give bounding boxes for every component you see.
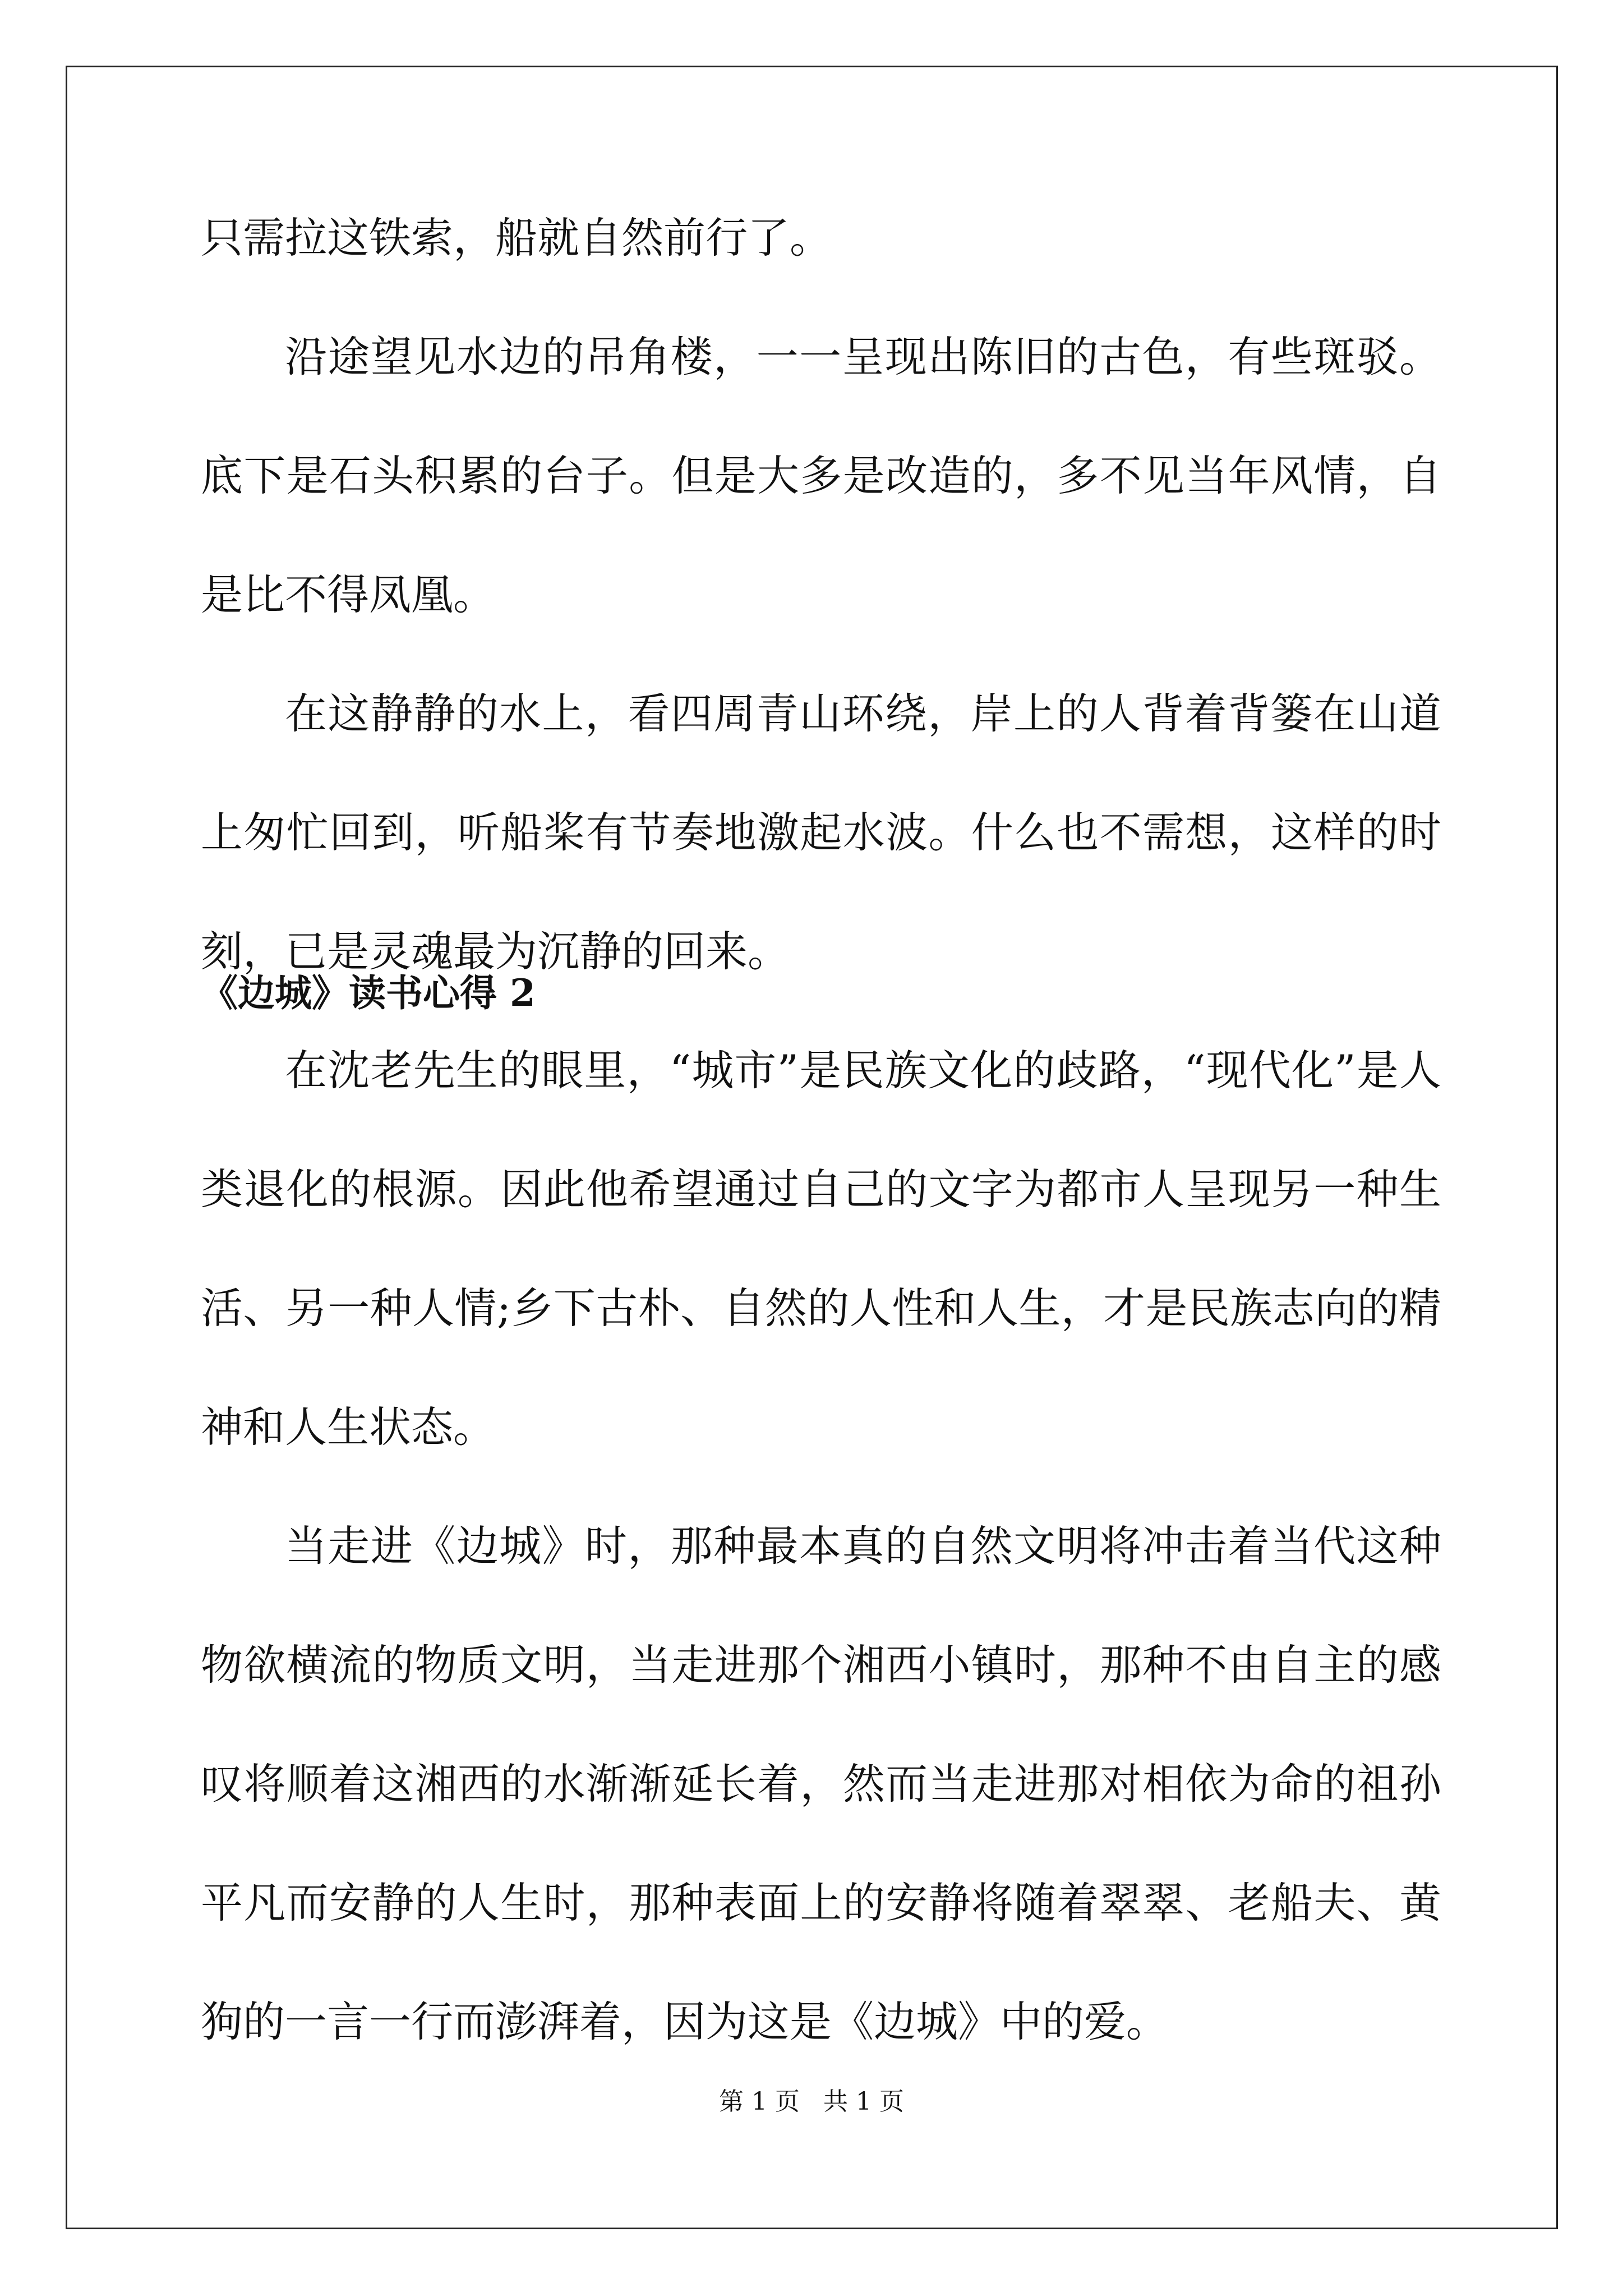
paragraph-continuation: 只需拉这铁索，船就自然前行了。 bbox=[201, 213, 832, 263]
paragraph-quiet-water: 在这静静的水上，看四周青山环绕，岸上的人背着背篓在山道上匆忙回到，听船桨有节奏地激起水波。什么也不需想，这样的时刻，已是灵魂最为沉静的回来。 bbox=[201, 689, 1441, 976]
page-number-footer: 第 1 页 共 1 页 bbox=[719, 2087, 904, 2116]
paragraph-love-in-border-town: 当走进《边城》时，那种最本真的自然文明将冲击着当代这种物欲横流的物质文明，当走进那个湘西小镇时，那种不由自主的感叹将顺着这湘西的水渐渐延长着，然而当走进那对相依为命的祖孙平凡而安静的人生时，那种表面上的安静将随着翠翠、老船夫、黄狗的一言一行而澎湃着，因为这是《边城》中的爱。 bbox=[201, 1521, 1441, 2046]
paragraph-city-and-culture: 在沈老先生的眼里，“城市”是民族文化的歧路，“现代化”是人类退化的根源。因此他希望通过自己的文字为都市人呈现另一种生活、另一种人情;乡下古朴、自然的人性和人生，才是民族志向的精神和人生状态。 bbox=[201, 1046, 1441, 1452]
section-heading: 《边城》读书心得 2 bbox=[201, 971, 536, 1015]
paragraph-riverside-houses: 沿途望见水边的吊角楼，一一呈现出陈旧的古色，有些斑驳。底下是石头积累的台子。但是大多是改造的，多不见当年风情，自是比不得凤凰。 bbox=[201, 332, 1441, 619]
